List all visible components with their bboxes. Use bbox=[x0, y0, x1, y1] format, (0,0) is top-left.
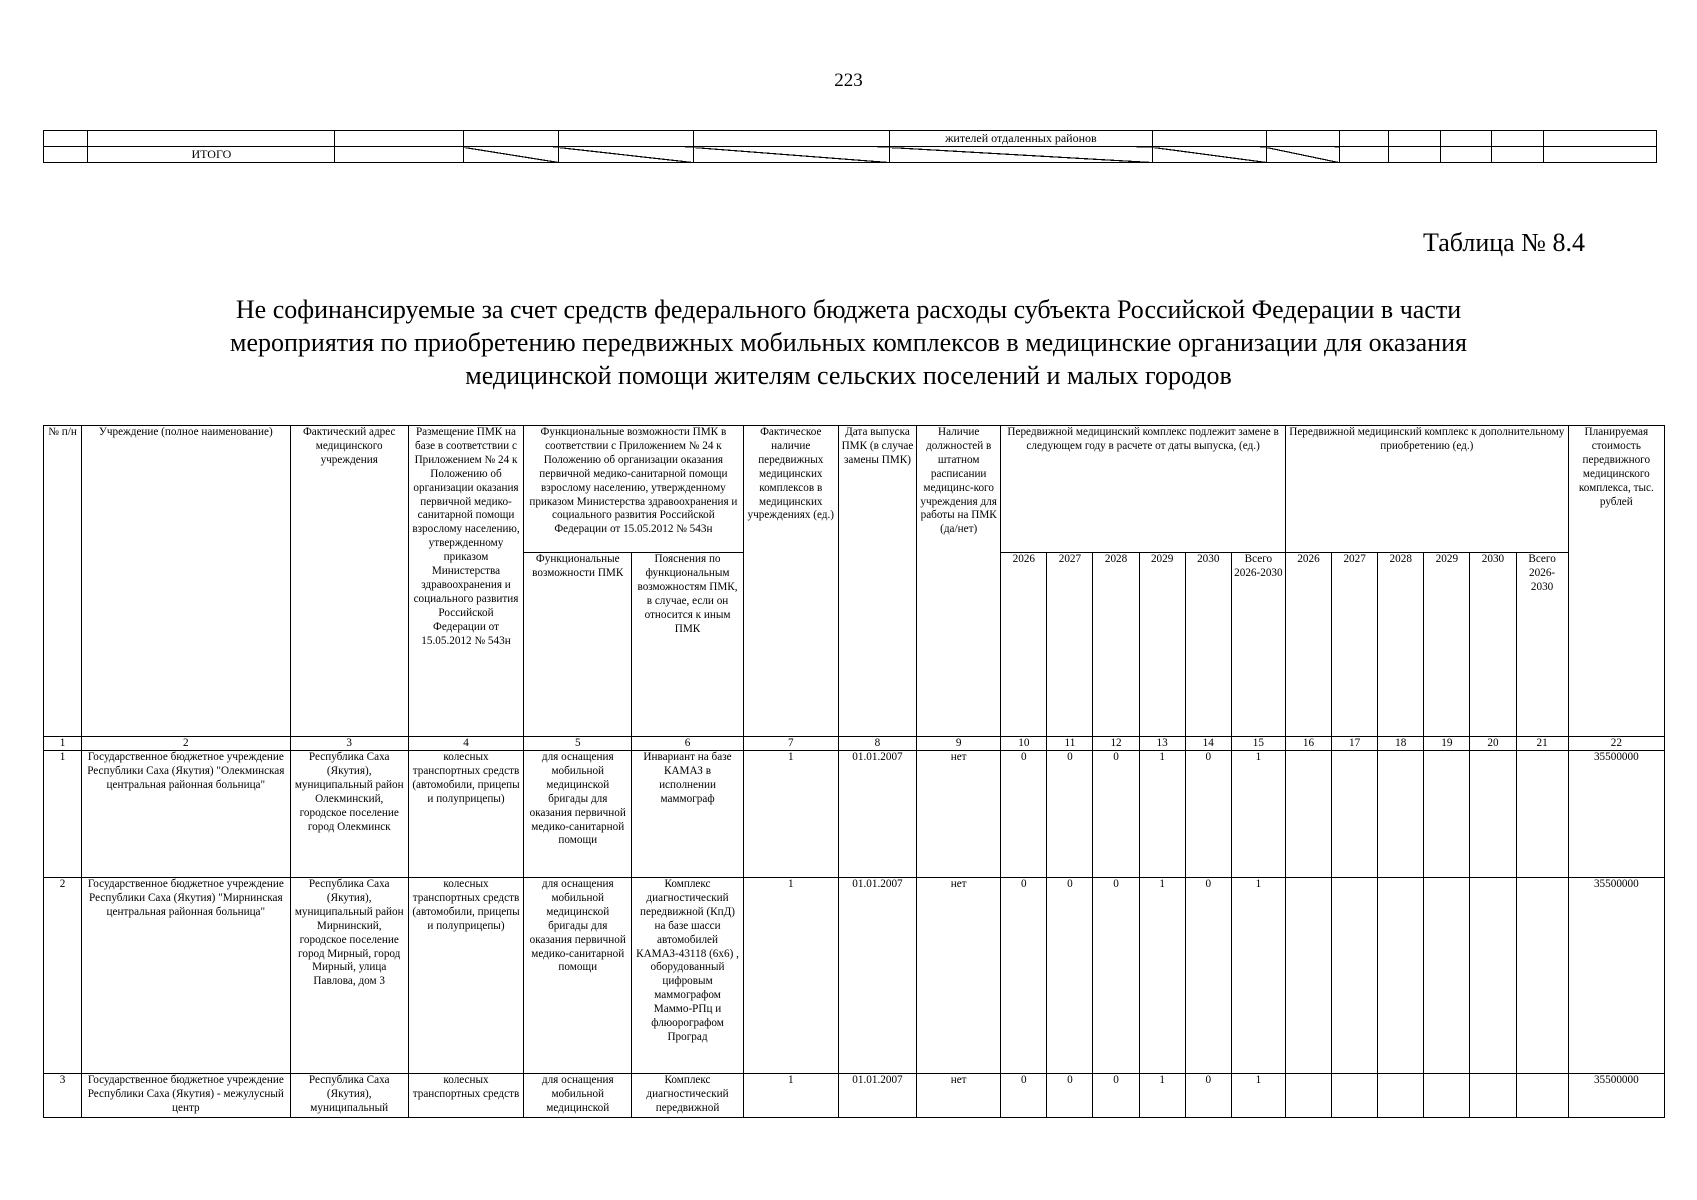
row-replace-2029: 1 bbox=[1139, 878, 1185, 1074]
row-date: 01.01.2007 bbox=[838, 1074, 916, 1118]
row-actual: 1 bbox=[743, 878, 838, 1074]
row-institution: Государственное бюджетное учреждение Республики Саха (Якутия) "Олекминская центральная районная больница" bbox=[82, 751, 291, 878]
col-number: 1 bbox=[44, 737, 82, 751]
header-additional: Передвижной медицинский комплекс к дополнительному приобретению (ед.) bbox=[1285, 426, 1568, 553]
table-title bbox=[140, 293, 1557, 392]
row-replace-2029: 1 bbox=[1139, 1074, 1185, 1118]
col-number: 20 bbox=[1470, 737, 1516, 751]
row-replace-2030: 0 bbox=[1185, 751, 1231, 878]
header-year-replace-2027: 2027 bbox=[1047, 553, 1093, 737]
header-address: Фактический адрес медицинского учреждения bbox=[290, 426, 408, 737]
col-number: 12 bbox=[1093, 737, 1139, 751]
col-number: 2 bbox=[82, 737, 291, 751]
row-replace-2030: 0 bbox=[1185, 1074, 1231, 1118]
header-functional: Функциональные возможности ПМК в соответствии с Приложением № 24 к Положению об организации оказания первичной медико-санитарной помощи взрослому населению, утвержденному приказом Министерства здравоохранения и социального развития Российской Федерации от 15.05.2012 № 543н bbox=[524, 426, 744, 553]
row-replace-2029: 1 bbox=[1139, 751, 1185, 878]
row-placement: колесных транспортных средств (автомобили, прицепы и полуприцепы) bbox=[408, 751, 523, 878]
row-explanation: Комплекс диагностический передвижной (КпД) на базе шасси автомобилей КАМАЗ-43118 (6х6) , оборудованный цифровым маммографом Маммо-РПц и флюорографом Проград bbox=[632, 878, 743, 1074]
continuation-text: жителей отдаленных районов bbox=[889, 131, 1153, 147]
row-functional: для оснащения мобильной медицинской бригады для оказания первичной медико-санитарной помощи bbox=[524, 751, 632, 878]
col-number: 10 bbox=[1001, 737, 1047, 751]
header-total-add: Всего 2026-2030 bbox=[1516, 553, 1568, 737]
col-number: 13 bbox=[1139, 737, 1185, 751]
header-year-replace-2029: 2029 bbox=[1139, 553, 1185, 737]
row-functional: для оснащения мобильной медицинской bbox=[524, 1074, 632, 1118]
table-caption: Таблица № 8.4 bbox=[1422, 228, 1585, 257]
row-replace-total: 1 bbox=[1231, 751, 1285, 878]
header-total-replace: Всего 2026-2030 bbox=[1231, 553, 1285, 737]
row-replace-2026: 0 bbox=[1001, 751, 1047, 878]
header-cost: Планируемая стоимость передвижного медицинского комплекса, тыс. рублей bbox=[1568, 426, 1664, 737]
row-date: 01.01.2007 bbox=[838, 878, 916, 1074]
col-number: 15 bbox=[1231, 737, 1285, 751]
row-replace-2027: 0 bbox=[1047, 1074, 1093, 1118]
header-year-replace-2028: 2028 bbox=[1093, 553, 1139, 737]
header-staff: Наличие должностей в штатном расписании медицинс-кого учреждения для работы на ПМК (да/нет) bbox=[917, 426, 1001, 737]
col-number: 4 bbox=[408, 737, 523, 751]
row-replace-2028: 0 bbox=[1093, 751, 1139, 878]
title-line-3: медицинской помощи жителям сельских поселений и малых городов bbox=[465, 361, 1232, 390]
title-line-2: мероприятия по приобретению передвижных мобильных комплексов в медицинские организации для оказания bbox=[230, 328, 1467, 357]
col-number: 11 bbox=[1047, 737, 1093, 751]
header-year-add-2026: 2026 bbox=[1285, 553, 1331, 737]
header-func-sub2: Пояснения по функциональным возможностям ПМК, в случае, если он относится к иным ПМК bbox=[632, 553, 743, 737]
header-year-add-2030: 2030 bbox=[1470, 553, 1516, 737]
header-year-add-2029: 2029 bbox=[1424, 553, 1470, 737]
row-placement: колесных транспортных средств (автомобили, прицепы и полуприцепы) bbox=[408, 878, 523, 1074]
table-row bbox=[44, 878, 1665, 1074]
table-row bbox=[44, 1074, 1665, 1118]
col-number: 5 bbox=[524, 737, 632, 751]
row-cost: 35500000 bbox=[1568, 1074, 1664, 1118]
column-numbers-row bbox=[44, 737, 1665, 751]
header-institution: Учреждение (полное наименование) bbox=[82, 426, 291, 737]
row-num: 3 bbox=[44, 1074, 82, 1118]
header-placement: Размещение ПМК на базе в соответствии с Приложением № 24 к Положению об организации оказания первичной медико-санитарной помощи взрослому населению, утвержденному приказом Министерства здравоохранения и социального развития Российской Федерации от 15.05.2012 № 543н bbox=[408, 426, 523, 737]
row-replace-total: 1 bbox=[1231, 1074, 1285, 1118]
row-replace-2028: 0 bbox=[1093, 1074, 1139, 1118]
row-address: Республика Саха (Якутия), муниципальный bbox=[290, 1074, 408, 1118]
continuation-row bbox=[44, 131, 1657, 147]
col-number: 8 bbox=[838, 737, 916, 751]
row-replace-2028: 0 bbox=[1093, 878, 1139, 1074]
row-staff: нет bbox=[917, 751, 1001, 878]
row-actual: 1 bbox=[743, 751, 838, 878]
col-number: 16 bbox=[1285, 737, 1331, 751]
row-replace-total: 1 bbox=[1231, 878, 1285, 1074]
col-number: 19 bbox=[1424, 737, 1470, 751]
row-num: 1 bbox=[44, 751, 82, 878]
col-number: 7 bbox=[743, 737, 838, 751]
header-year-replace-2030: 2030 bbox=[1185, 553, 1231, 737]
header-year-add-2028: 2028 bbox=[1378, 553, 1424, 737]
header-actual: Фактическое наличие передвижных медицинских комплексов в медицинских учреждениях (ед.) bbox=[743, 426, 838, 737]
row-replace-2027: 0 bbox=[1047, 751, 1093, 878]
col-number: 14 bbox=[1185, 737, 1231, 751]
row-replace-2026: 0 bbox=[1001, 878, 1047, 1074]
col-number: 18 bbox=[1378, 737, 1424, 751]
row-replace-2030: 0 bbox=[1185, 878, 1231, 1074]
row-replace-2027: 0 bbox=[1047, 878, 1093, 1074]
itogo-row bbox=[44, 147, 1657, 163]
row-explanation: Инвариант на базе КАМАЗ в исполнении маммограф bbox=[632, 751, 743, 878]
row-institution: Государственное бюджетное учреждение Республики Саха (Якутия) "Мирнинская центральная районная больница" bbox=[82, 878, 291, 1074]
page-number: 223 bbox=[834, 70, 863, 91]
row-address: Республика Саха (Якутия), муниципальный район Олекминский, городское поселение город Олекминск bbox=[290, 751, 408, 878]
row-staff: нет bbox=[917, 878, 1001, 1074]
continuation-table bbox=[43, 130, 1657, 163]
table-row bbox=[44, 751, 1665, 878]
main-table bbox=[43, 425, 1665, 1118]
header-replace: Передвижной медицинский комплекс подлежит замене в следующем году в расчете от даты выпуска, (ед.) bbox=[1001, 426, 1286, 553]
itogo-label: ИТОГО bbox=[88, 147, 335, 163]
header-year-add-2027: 2027 bbox=[1332, 553, 1378, 737]
row-institution: Государственное бюджетное учреждение Республики Саха (Якутия) - межулусный центр bbox=[82, 1074, 291, 1118]
header-num: № п/н bbox=[44, 426, 82, 737]
title-line-1: Не софинансируемые за счет средств федерального бюджета расходы субъекта Российской Федерации в части bbox=[235, 295, 1462, 324]
row-date: 01.01.2007 bbox=[838, 751, 916, 878]
header-date: Дата выпуска ПМК (в случае замены ПМК) bbox=[838, 426, 916, 737]
row-cost: 35500000 bbox=[1568, 878, 1664, 1074]
row-num: 2 bbox=[44, 878, 82, 1074]
row-replace-2026: 0 bbox=[1001, 1074, 1047, 1118]
header-func-sub1: Функциональные возможности ПМК bbox=[524, 553, 632, 737]
col-number: 9 bbox=[917, 737, 1001, 751]
col-number: 17 bbox=[1332, 737, 1378, 751]
row-actual: 1 bbox=[743, 1074, 838, 1118]
col-number: 3 bbox=[290, 737, 408, 751]
row-placement: колесных транспортных средств bbox=[408, 1074, 523, 1118]
col-number: 21 bbox=[1516, 737, 1568, 751]
row-functional: для оснащения мобильной медицинской бригады для оказания первичной медико-санитарной помощи bbox=[524, 878, 632, 1074]
header-row-1 bbox=[44, 426, 1665, 553]
row-cost: 35500000 bbox=[1568, 751, 1664, 878]
header-year-replace-2026: 2026 bbox=[1001, 553, 1047, 737]
col-number: 6 bbox=[632, 737, 743, 751]
row-staff: нет bbox=[917, 1074, 1001, 1118]
row-address: Республика Саха (Якутия), муниципальный район Мирнинский, городское поселение город Мирный, город Мирный, улица Павлова, дом 3 bbox=[290, 878, 408, 1074]
col-number: 22 bbox=[1568, 737, 1664, 751]
row-explanation: Комплекс диагностический передвижной bbox=[632, 1074, 743, 1118]
